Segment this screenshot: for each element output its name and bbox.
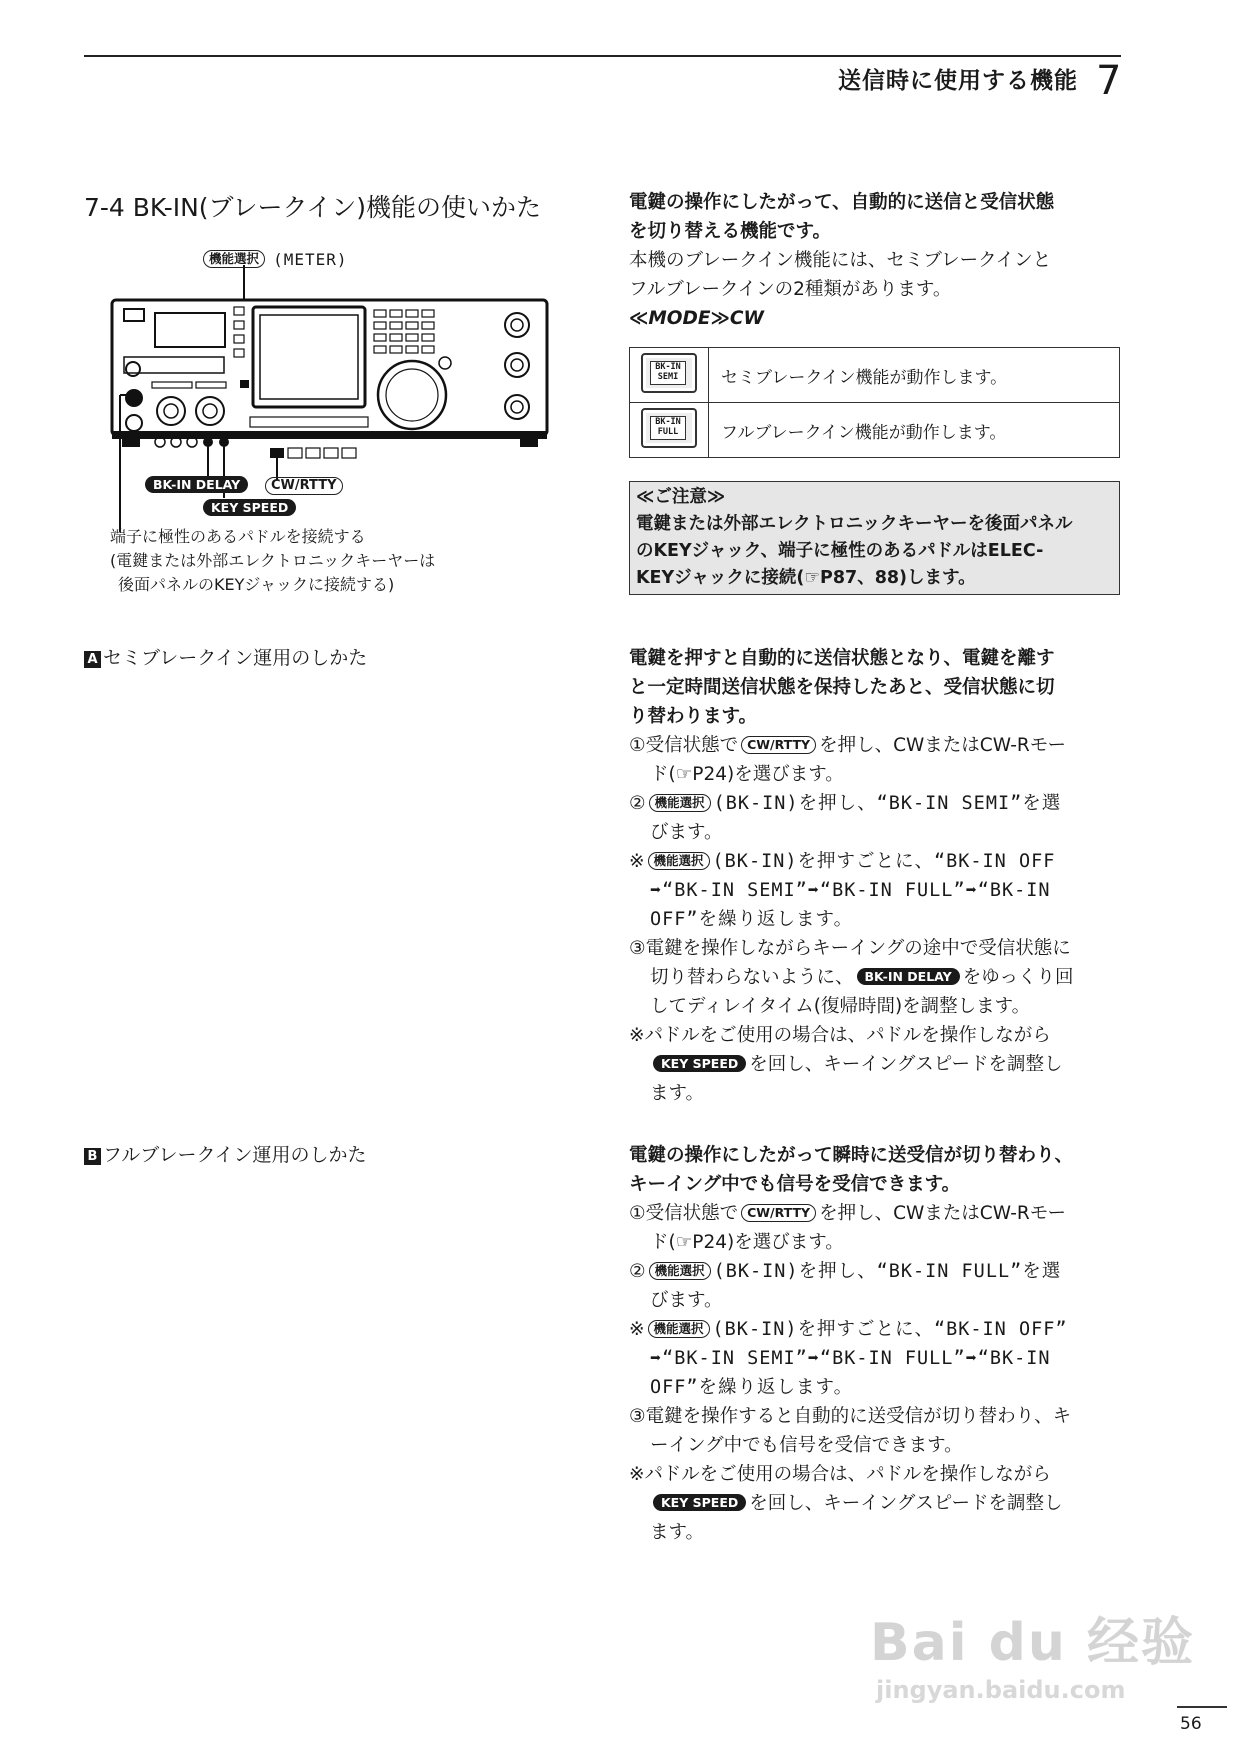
mode-desc: フルブレークイン機能が動作します。 — [709, 403, 1120, 458]
cw-rtty-key: CW/RTTY — [741, 1204, 816, 1222]
section-a-heading: A セミブレークイン運用のしかた — [84, 644, 367, 673]
intro-bold-1: 電鍵の操作にしたがって、自動的に送信と受信状態 — [629, 192, 1055, 213]
key-speed-knob: KEY SPEED — [653, 1055, 746, 1072]
section-b-heading: B フルブレークイン運用のしかた — [84, 1141, 367, 1170]
section-a-step-2: ② 機能選択 (BK-IN)を押し、“BK-IN SEMI”を選 — [629, 793, 1062, 814]
chapter-number: 7 — [1096, 58, 1122, 104]
bkin-delay-knob: BK-IN DELAY — [857, 968, 960, 985]
figure-caption-line-3: 後面パネルのKEYジャックに接続する) — [118, 575, 395, 594]
cw-rtty-key-label: CW/RTTY — [265, 477, 343, 495]
note-title: ≪ご注意≫ — [636, 487, 726, 507]
footer-rule — [1177, 1706, 1227, 1708]
section-b-letter: B — [84, 1148, 101, 1165]
section-b-step-2: ② 機能選択 (BK-IN)を押し、“BK-IN FULL”を選 — [629, 1261, 1062, 1282]
section-a-body: 電鍵を押すと自動的に送信状態となり、電鍵を離す と一定時間送信状態を保持したあと、受信状態に切 り替わります。 ①受信状態で CW/RTTY を押し、CWまたはCW-Rモー ド(☞P24)を選びます。 ② 機能選択 (BK-IN)を押し、“BK-IN SEMI”を選 びます。 ※ 機能選択 (BK-IN)を押すごとに、“BK-IN OFF ➡“BK-IN SEMI”➡“BK-IN FULL”➡“BK-IN OFF”を繰り返します。 ③電鍵を操作しながらキーイングの途中で受信状態に 切り替わらないように、 BK-IN DELAY をゆっくり回 してディレイタイム(復帰時間)を調整します。 ※パドルをご使用の場合は、パドルを操作しながら KEY SPEED を回し、キーイングスピードを調整し ます。 — [629, 644, 1121, 1108]
note-line-2: のKEYジャック、端子に極性のあるパドルはELEC- — [636, 541, 1044, 561]
note-line-1: 電鍵または外部エレクトロニックキーヤーを後面パネル — [636, 514, 1073, 534]
bkin-full-icon-cell — [630, 403, 709, 458]
table-row — [630, 403, 1120, 458]
func-key: 機能選択 — [648, 1320, 710, 1338]
intro-bold-2: を切り替える機能です。 — [629, 221, 832, 242]
meter-label: (METER) — [273, 250, 348, 269]
section-a-bold-3: り替わります。 — [629, 706, 758, 727]
section-a-note-2: ※パドルをご使用の場合は、パドルを操作しながら — [629, 1025, 1051, 1046]
mode-indicator: ≪MODE≫CW — [629, 308, 764, 329]
bkin-delay-callout — [142, 476, 251, 495]
table-row — [630, 348, 1120, 403]
func-key-label: 機能選択 — [203, 250, 265, 268]
header-rule — [84, 55, 1121, 57]
note-box — [629, 481, 1120, 595]
mode-table — [629, 347, 1120, 458]
bkin-semi-icon: BK-IN SEMI — [641, 353, 697, 393]
section-b-step-1: ①受信状態で CW/RTTY を押し、CWまたはCW-Rモー — [629, 1203, 1067, 1224]
key-speed-callout — [200, 499, 299, 518]
section-a-bold-1: 電鍵を押すと自動的に送信状態となり、電鍵を離す — [629, 648, 1055, 669]
section-b-bold-2: キーイング中でも信号を受信できます。 — [629, 1174, 961, 1195]
section-a-step-3: ③電鍵を操作しながらキーイングの途中で受信状態に — [629, 938, 1071, 959]
key-speed-knob: KEY SPEED — [653, 1494, 746, 1511]
cw-rtty-key: CW/RTTY — [741, 736, 816, 754]
section-b-step-3: ③電鍵を操作すると自動的に送受信が切り替わり、キ — [629, 1406, 1072, 1427]
key-speed-knob-label: KEY SPEED — [203, 499, 296, 516]
bkin-full-icon: BK-IN FULL — [641, 408, 697, 448]
note-line-3: KEYジャックに接続(☞P87、88)します。 — [636, 568, 976, 588]
section-b-note-1: ※ 機能選択 (BK-IN)を押すごとに、“BK-IN OFF” — [629, 1319, 1068, 1340]
section-a-note-1: ※ 機能選択 (BK-IN)を押すごとに、“BK-IN OFF — [629, 851, 1056, 872]
bkin-delay-knob-label: BK-IN DELAY — [145, 476, 248, 493]
figure-caption-line-2: (電鍵または外部エレクトロニックキーヤーは — [110, 551, 436, 570]
func-key: 機能選択 — [648, 852, 710, 870]
section-b-bold-1: 電鍵の操作にしたがって瞬時に送受信が切り替わり、 — [629, 1145, 1074, 1166]
watermark-logo: Bai du 经验 — [870, 1613, 1195, 1673]
bkin-semi-icon-cell — [630, 348, 709, 403]
intro-line-2: フルブレークインの2種類があります。 — [629, 279, 952, 300]
intro-text — [629, 188, 1121, 333]
section-a-step-1: ①受信状態で CW/RTTY を押し、CWまたはCW-Rモー — [629, 735, 1067, 756]
section-b-note-2: ※パドルをご使用の場合は、パドルを操作しながら — [629, 1464, 1051, 1485]
func-key: 機能選択 — [649, 794, 711, 812]
section-b-body: 電鍵の操作にしたがって瞬時に送受信が切り替わり、 キーイング中でも信号を受信できます。 ①受信状態で CW/RTTY を押し、CWまたはCW-Rモー ド(☞P24)を選びます。 ② 機能選択 (BK-IN)を押し、“BK-IN FULL”を選 びます。 ※ 機能選択 (BK-IN)を押すごとに、“BK-IN OFF” ➡“BK-IN SEMI”➡“BK-IN FULL”➡“BK-IN OFF”を繰り返します。 ③電鍵を操作すると自動的に送受信が切り替わり、キ ーイング中でも信号を受信できます。 ※パドルをご使用の場合は、パドルを操作しながら KEY SPEED を回し、キーイングスピードを調整し ます。 — [629, 1141, 1121, 1547]
cw-rtty-callout — [262, 476, 346, 495]
watermark-url: jingyan.baidu.com — [876, 1676, 1126, 1704]
section-a-bold-2: と一定時間送信状態を保持したあと、受信状態に切 — [629, 677, 1055, 698]
func-key: 機能選択 — [649, 1262, 711, 1280]
page-number: 56 — [1180, 1714, 1202, 1734]
section-title: 7-4 BK-IN(ブレークイン)機能の使いかた — [84, 193, 542, 222]
mode-desc: セミブレークイン機能が動作します。 — [709, 348, 1120, 403]
section-a-letter: A — [84, 651, 101, 668]
chapter-title: 送信時に使用する機能 — [838, 68, 1078, 94]
intro-line-1: 本機のブレークイン機能には、セミブレークインと — [629, 250, 1052, 271]
figure-caption — [110, 525, 435, 597]
figure-caption-line-1: 端子に極性のあるパドルを接続する — [110, 527, 366, 546]
